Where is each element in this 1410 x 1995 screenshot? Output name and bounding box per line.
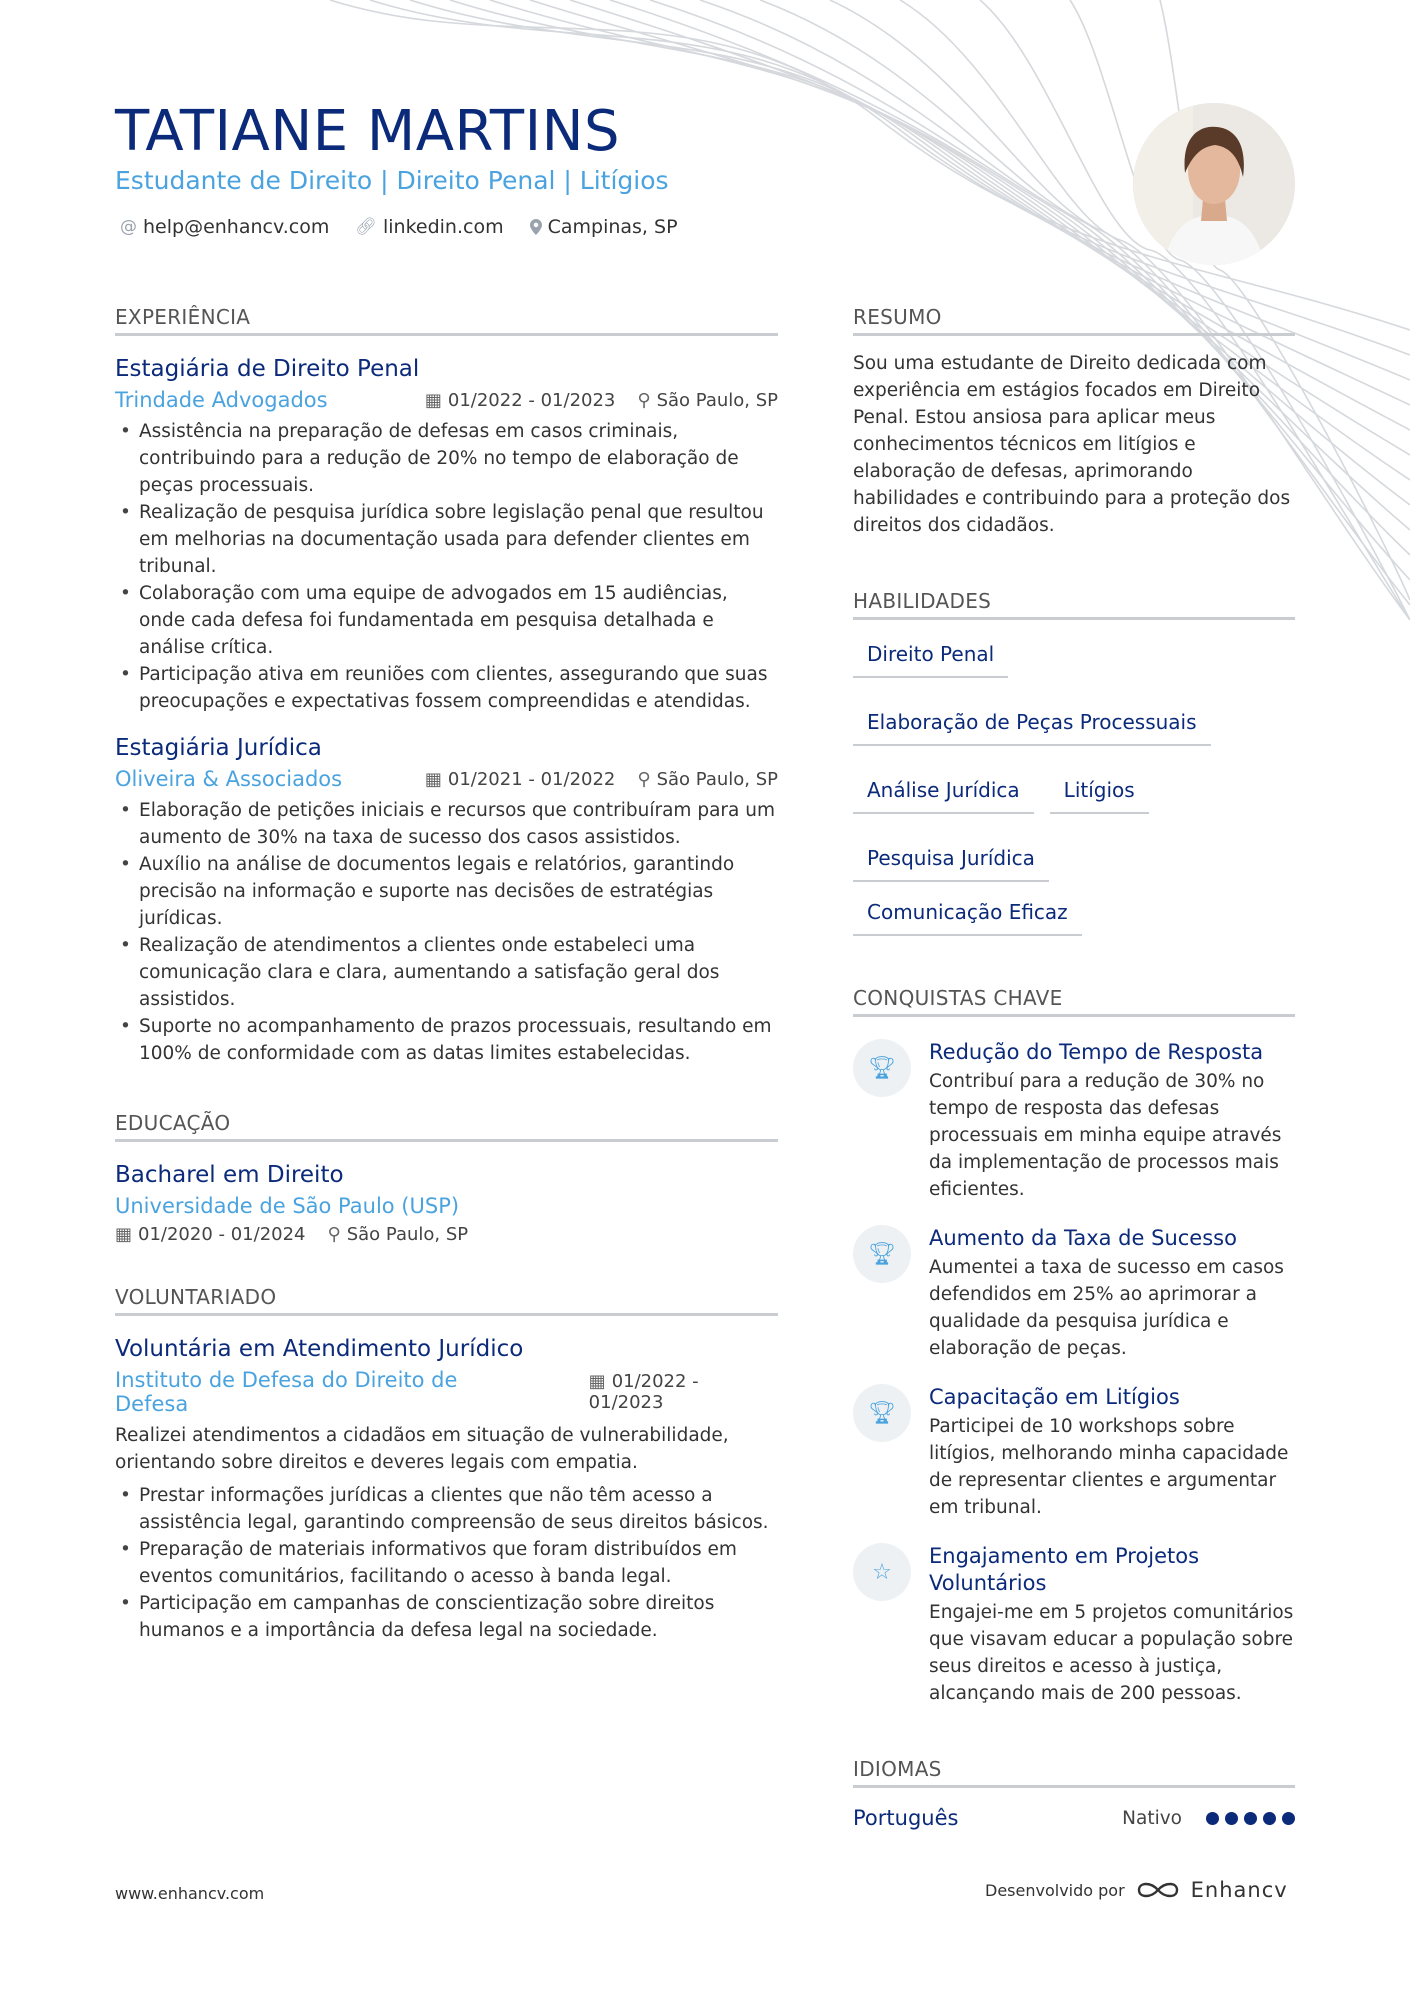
achievement-item: [853, 1225, 1295, 1362]
job-title: Estagiária Jurídica: [115, 735, 322, 761]
achievement-title: Redução do Tempo de Resposta: [929, 1040, 1264, 1064]
skill-tag: Comunicação Eficaz: [853, 896, 1082, 936]
skill-tag: Pesquisa Jurídica: [853, 842, 1049, 882]
achievement-title: Aumento da Taxa de Sucesso: [929, 1226, 1237, 1250]
achievement-text: Participei de 10 workshops sobre litígios, melhorando minha capacidade de representar clientes e argumentar em tribunal.: [929, 1416, 1289, 1518]
experience-section-title: EXPERIÊNCIA: [115, 305, 778, 336]
skill-tag: Litígios: [1050, 774, 1149, 814]
email-text: help@enhancv.com: [143, 216, 330, 238]
skill-tag: Elaboração de Peças Processuais: [853, 706, 1211, 746]
achievement-text: Aumentei a taxa de sucesso em casos defendidos em 25% ao aprimorar a qualidade da pesquisa jurídica e elaboração de peças.: [929, 1257, 1284, 1359]
calendar-icon: ▦: [424, 768, 442, 790]
trophy-icon: 🏆︎: [853, 1384, 911, 1442]
summary-section-title: RESUMO: [853, 305, 1295, 336]
achievement-item: [853, 1543, 1295, 1707]
contact-location: [530, 216, 678, 238]
candidate-name: TATIANE MARTINS: [115, 99, 621, 164]
rating-dot: [1244, 1812, 1257, 1825]
volunteer-org: Instituto de Defesa do Direito de Defesa: [115, 1368, 458, 1416]
location-pin-icon: ⚲: [637, 389, 651, 411]
company-name: Trindade Advogados: [115, 388, 328, 412]
rating-dot: [1225, 1812, 1238, 1825]
trophy-icon: 🏆︎: [853, 1039, 911, 1097]
achievement-title: Capacitação em Litígios: [929, 1385, 1180, 1409]
education-section-title: EDUCAÇÃO: [115, 1111, 778, 1142]
enhancv-logo-icon: [1135, 1878, 1181, 1902]
skills-list: [853, 638, 1273, 936]
languages-section-title: IDIOMAS: [853, 1757, 1295, 1788]
footer-website[interactable]: www.enhancv.com: [115, 1884, 265, 1903]
bullet-item: • Colaboração com uma equipe de advogados em 15 audiências, onde cada defesa foi fundamentada em pesquisa detalhada e análise crítica.: [139, 580, 778, 661]
powered-by-text: Desenvolvido por: [985, 1880, 1125, 1900]
volunteer-dates: 01/2022 - 01/2023: [588, 1371, 699, 1413]
achievement-title: Engajamento em Projetos Voluntários: [929, 1544, 1200, 1595]
location-text: Campinas, SP: [547, 216, 678, 238]
profile-photo: [1133, 103, 1295, 265]
job-location: São Paulo, SP: [656, 768, 778, 790]
language-level: Nativo: [1122, 1807, 1182, 1829]
language-rating: [1206, 1812, 1295, 1825]
achievement-text: Contribuí para a redução de 30% no tempo de resposta das defesas processuais em minha equipe através da implementação de processos mais eficientes.: [929, 1071, 1282, 1200]
volunteer-entry: [115, 1334, 778, 1644]
link-icon: 🔗︎: [355, 217, 377, 237]
calendar-icon: ▦: [424, 389, 442, 411]
left-column: [115, 305, 778, 1644]
bullet-item: • Suporte no acompanhamento de prazos processuais, resultando em 100% de conformidade com as datas limites estabelecidas.: [139, 1013, 778, 1067]
summary-text: Sou uma estudante de Direito dedicada com experiência em estágios focados em Direito Penal. Estou ansiosa para aplicar meus conhecimentos técnicos em litígios e elaboração de defesas, aprimorando habilidades e contribuindo para a proteção dos direitos dos cidadãos.: [853, 353, 1291, 536]
job-dates: 01/2021 - 01/2022: [447, 768, 616, 790]
trophy-icon: 🏆︎: [853, 1225, 911, 1283]
bullet-item: • Auxílio na análise de documentos legais e relatórios, garantindo precisão na informação e suporte nas decisões de estratégias jurídicas.: [139, 851, 778, 932]
location-pin-icon: ⚲: [637, 768, 651, 790]
candidate-headline: Estudante de Direito | Direito Penal | Litígios: [115, 166, 669, 195]
footer-branding: [985, 1878, 1288, 1902]
rating-dot: [1263, 1812, 1276, 1825]
volunteer-description: Realizei atendimentos a cidadãos em situação de vulnerabilidade, orientando sobre direitos e deveres legais com empatia.: [115, 1425, 729, 1473]
rating-dot: [1206, 1812, 1219, 1825]
school-name: Universidade de São Paulo (USP): [115, 1194, 460, 1218]
volunteer-section-title: VOLUNTARIADO: [115, 1285, 778, 1316]
volunteer-bullets: [115, 1482, 778, 1644]
bullet-item: • Realização de atendimentos a clientes onde estabeleci uma comunicação clara e clara, aumentando a satisfação geral dos assistidos.: [139, 932, 778, 1013]
language-item: [853, 1806, 1295, 1830]
achievement-item: [853, 1384, 1295, 1521]
volunteer-role: Voluntária em Atendimento Jurídico: [115, 1336, 524, 1362]
experience-entry: [115, 354, 778, 715]
education-entry: [115, 1160, 778, 1245]
job-title: Estagiária de Direito Penal: [115, 356, 420, 382]
job-bullets: [115, 418, 778, 715]
bullet-item: • Participação ativa em reuniões com clientes, assegurando que suas preocupações e expectativas fossem compreendidas e atendidas.: [139, 661, 778, 715]
calendar-icon: ▦: [115, 1224, 133, 1245]
contact-email[interactable]: [120, 216, 329, 238]
contact-bar: [120, 216, 678, 238]
linkedin-text: linkedin.com: [382, 216, 504, 238]
location-pin-icon: [530, 219, 542, 235]
at-icon: @: [120, 217, 137, 237]
bullet-item: • Realização de pesquisa jurídica sobre legislação penal que resultou em melhorias na documentação usada para defender clientes em tribunal.: [139, 499, 778, 580]
skills-section-title: HABILIDADES: [853, 589, 1295, 620]
company-name: Oliveira & Associados: [115, 767, 343, 791]
achievement-text: Engajei-me em 5 projetos comunitários que visavam educar a população sobre seus direitos e acesso à justiça, alcançando mais de 200 pessoas.: [929, 1602, 1294, 1704]
experience-entry: [115, 733, 778, 1067]
calendar-icon: ▦: [588, 1371, 606, 1392]
location-pin-icon: ⚲: [327, 1224, 341, 1245]
education-dates: 01/2020 - 01/2024: [138, 1224, 306, 1245]
achievement-item: [853, 1039, 1295, 1203]
education-location: São Paulo, SP: [346, 1224, 469, 1245]
brand-name: Enhancv: [1190, 1878, 1288, 1902]
bullet-item: • Elaboração de petições iniciais e recursos que contribuíram para um aumento de 30% na taxa de sucesso dos casos assistidos.: [139, 797, 778, 851]
language-name: Português: [853, 1806, 959, 1830]
skill-tag: Análise Jurídica: [853, 774, 1034, 814]
degree-title: Bacharel em Direito: [115, 1162, 344, 1188]
achievements-section-title: CONQUISTAS CHAVE: [853, 986, 1295, 1017]
rating-dot: [1282, 1812, 1295, 1825]
job-bullets: [115, 797, 778, 1067]
contact-linkedin[interactable]: [355, 216, 503, 238]
star-icon: ☆: [853, 1543, 911, 1601]
right-column: [853, 305, 1295, 1830]
skill-tag: Direito Penal: [853, 638, 1008, 678]
bullet-item: • Preparação de materiais informativos que foram distribuídos em eventos comunitários, facilitando o acesso à banda legal.: [139, 1536, 778, 1590]
job-location: São Paulo, SP: [656, 389, 778, 411]
bullet-item: • Assistência na preparação de defesas em casos criminais, contribuindo para a redução de 20% no tempo de elaboração de peças processuais.: [139, 418, 778, 499]
job-dates: 01/2022 - 01/2023: [447, 389, 616, 411]
bullet-item: • Participação em campanhas de conscientização sobre direitos humanos e a importância da defesa legal na sociedade.: [139, 1590, 778, 1644]
bullet-item: • Prestar informações jurídicas a clientes que não têm acesso a assistência legal, garantindo compreensão de seus direitos básicos.: [139, 1482, 778, 1536]
